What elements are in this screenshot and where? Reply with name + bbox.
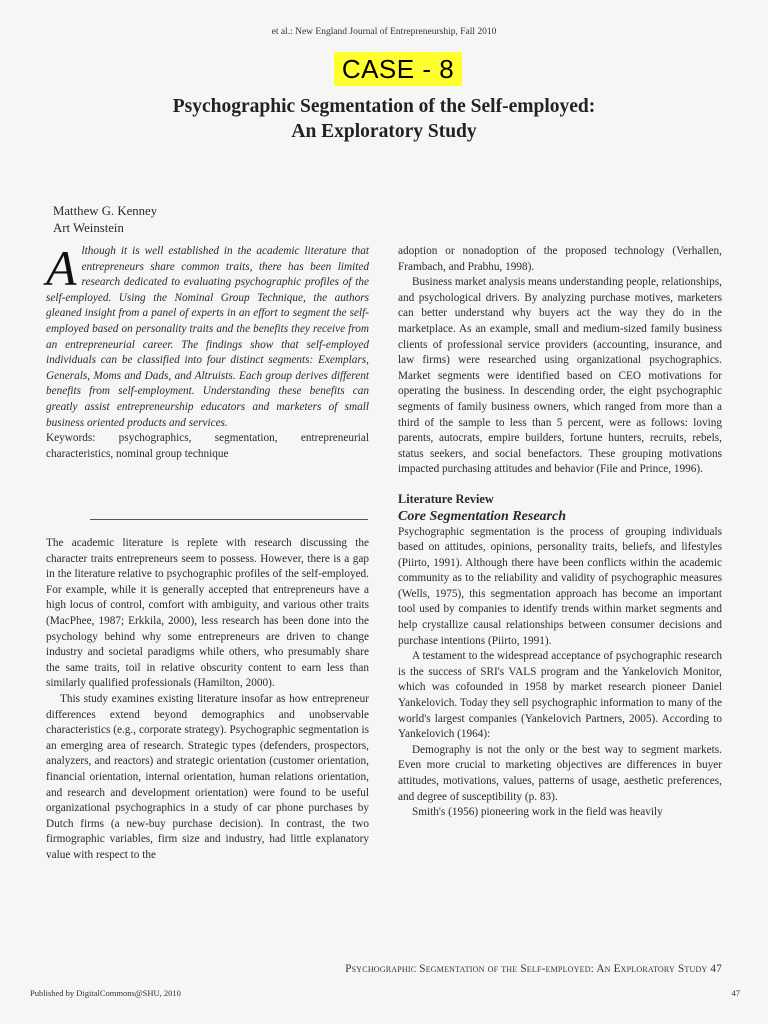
testament-paragraph: A testament to the widespread acceptance of psychographic research is the success of SRI's VALS program and the Yankelovich Monitor, which was cofounded in 1958 by market research pioneer Daniel Yankelovich. Today they sell psychographic information to many of the world's largest companies (Yankelovich Partners, 2005). According to Yankelovich (1964): bbox=[398, 650, 722, 741]
block-quote: Demography is not the only or the best way to segment markets. Even more crucial to marketing objectives are differences in buyer attitudes, motivations, values, patterns of usage, aesthetic preferences, and degree of susceptibility (p. 83). bbox=[398, 743, 722, 803]
continuation-paragraph: adoption or nonadoption of the proposed technology (Verhallen, Frambach, and Prabhu, 1998). bbox=[398, 245, 722, 273]
author-list bbox=[53, 203, 157, 237]
abstract-body: lthough it is well established in the academic literature that entrepreneurs share common traits, there has been limited research dedicated to evaluating psychographic profiles of the self-employed. Using the Nominal Group Technique, the authors gleaned insight from a panel of experts in an effort to segment the self-employed based on personality traits and the benefits they receive from an entrepreneurial career. The findings show that self-employed individuals can be classified into four distinct segments: Exemplars, Generals, Moms and Dads, and Altruists. Each group derives different benefits from self-employment. Understanding these benefits can greatly assist entrepreneurship educators and marketers of small business oriented products and services. bbox=[46, 245, 369, 429]
segmentation-paragraph: Psychographic segmentation is the process of grouping individuals based on attitudes, opinions, personality traits, beliefs, and lifestyles (Piirto, 1991). Although there have been conflicts within the academic community as to the reliability and validity of psychographic measures (Wells, 1975), this segmentation approach has become an important tool used by companies to identify trends within market segments and help crystallize causal relationships between consumer decisions and purchase intentions (Piirto, 1991). bbox=[398, 525, 722, 647]
keywords: Keywords: psychographics, segmentation, entrepreneurial characteristics, nominal group technique bbox=[46, 432, 369, 460]
abstract-text bbox=[46, 240, 369, 431]
abstract-divider bbox=[90, 519, 368, 520]
case-label: CASE - 8 bbox=[334, 52, 462, 86]
subsection-heading: Core Segmentation Research bbox=[398, 508, 567, 524]
author-1: Matthew G. Kenney bbox=[53, 204, 158, 218]
publisher-note: Published by DigitalCommons@SHU, 2010 bbox=[30, 988, 181, 998]
section-heading: Literature Review bbox=[398, 491, 494, 506]
drop-cap: A bbox=[46, 240, 77, 296]
business-market-paragraph: Business market analysis means understanding people, relationships, and psychological drivers. By analyzing purchase motives, marketers can better understand why buyers act the way they do in the marketplace. As an example, small and medium-sized family business clients of professional service providers (accounting, insurance, and law firms) were researched using organizational psychographics. Market segments were identified based on CEO motivations for operating the business. In descending order, the eight psychographic segments of family business owners, which ranged from more than a third of the sample to less than 5 percent, were as follows: loving parents, autocrats, empire builders, fortune hunters, recruits, rebels, status seekers, and social benefactors. These grouping motivations impacted purchasing attitudes and behavior (File and Prince, 1996). bbox=[398, 276, 722, 476]
smith-paragraph: Smith's (1956) pioneering work in the field was heavily bbox=[412, 806, 663, 819]
intro-paragraph-2: This study examines existing literature insofar as how entrepreneur differences extend beyond demographics and unobservable characteristics (e.g., corporate strategy). Psychographic segmentation is an emerging area of research. Strategic types (defenders, prospectors, analyzers, and reactors) and strategic orientation (customer orientation, financial orientation, internal orientation, human relations orientation, and research and development orientation) were found to be useful organizational psychographics in a study of car phone purchases by Dutch firms (a new-buy purchase decision). In contrast, the two firmographic variables, firm size and industry, had little explanatory value with respect to the bbox=[46, 692, 369, 861]
journal-citation-header: et al.: New England Journal of Entrepreneurship, Fall 2010 bbox=[271, 27, 497, 37]
left-column-body bbox=[46, 536, 369, 863]
abstract bbox=[46, 240, 369, 462]
title-line-1: Psychographic Segmentation of the Self-employed: bbox=[172, 96, 596, 117]
page-number: 47 bbox=[731, 988, 740, 998]
title-line-2: An Exploratory Study bbox=[291, 121, 477, 142]
paper-title bbox=[60, 94, 708, 144]
author-2: Art Weinstein bbox=[53, 221, 124, 235]
running-footer: Psychographic Segmentation of the Self-employed: An Exploratory Study 47 bbox=[345, 963, 722, 975]
right-column bbox=[398, 244, 722, 821]
intro-paragraph-1: The academic literature is replete with research discussing the character traits entrepreneurs seem to possess. However, there is a gap in the literature relative to psychographic profiles of the self-employed. For example, while it is generally accepted that entrepreneurs have a high locus of control, comfort with ambiguity, and various other traits (MacPhee, 1987; Erkkila, 2000), less research has been done into the psychology behind why some entrepreneurs are driven to change industry and societal paradigms while others, who presumably share the same traits, toil in relative obscurity content to earn less than similarly qualified professionals (Hamilton, 2000). bbox=[46, 537, 369, 690]
